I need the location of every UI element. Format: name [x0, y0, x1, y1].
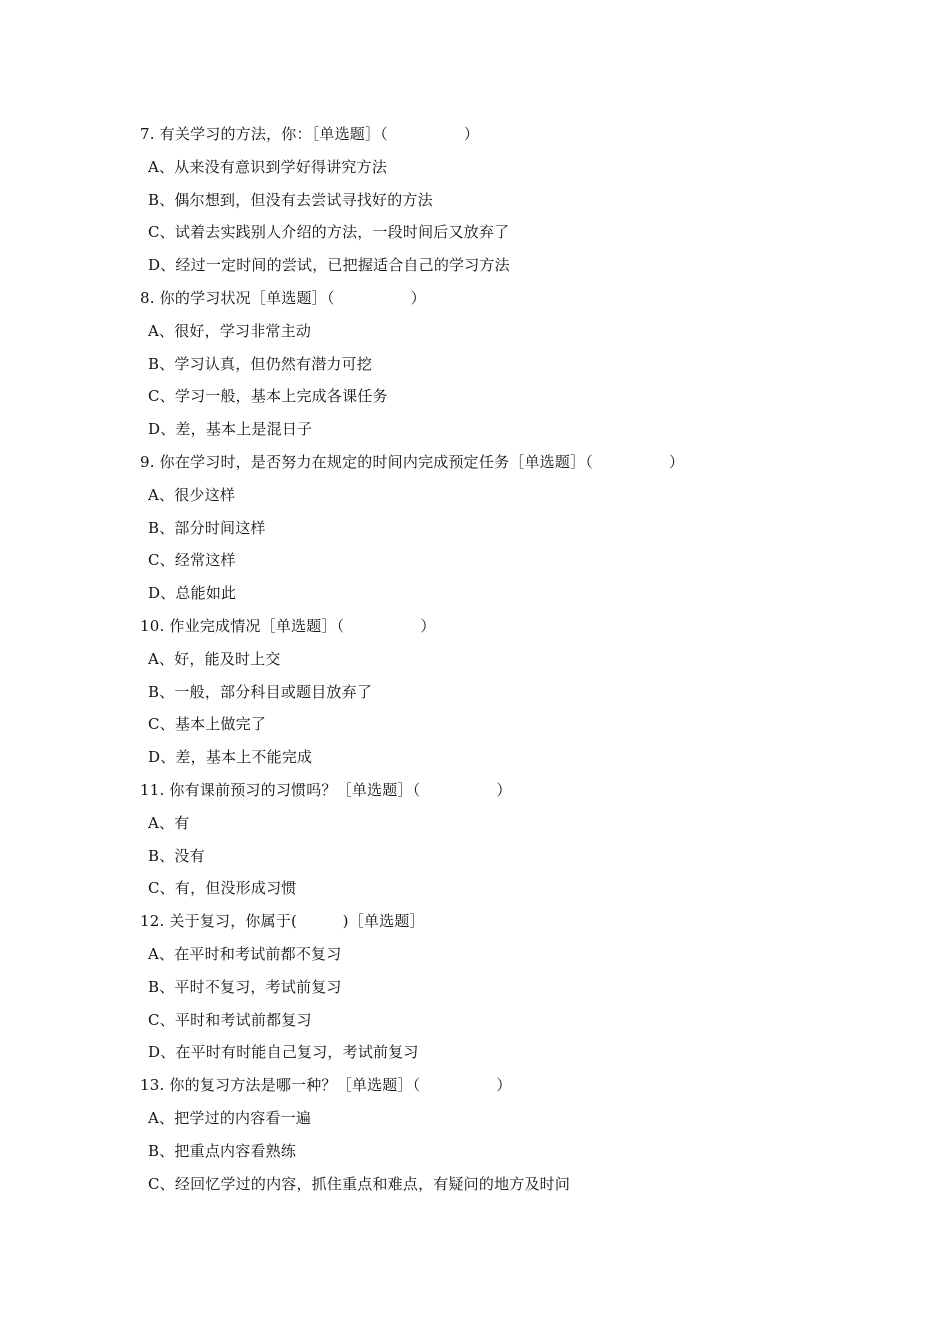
question-13-option-a: A、把学过的内容看一遍 — [148, 1108, 312, 1127]
question-9-option-c: C、经常这样 — [148, 551, 236, 570]
question-11: 11. 你有课前预习的习惯吗？［单选题］（ ） — [140, 780, 512, 799]
question-9-option-d: D、总能如此 — [148, 584, 237, 603]
question-12-option-b: B、平时不复习，考试前复习 — [148, 977, 342, 996]
question-9-option-b: B、部分时间这样 — [148, 518, 266, 537]
question-12-option-d: D、在平时有时能自己复习，考试前复习 — [148, 1043, 419, 1062]
question-10: 10. 作业完成情况［单选题］（ ） — [140, 616, 436, 635]
question-7-option-c: C、试着去实践别人介绍的方法，一段时间后又放弃了 — [148, 223, 510, 242]
question-12-option-c: C、平时和考试前都复习 — [148, 1010, 312, 1029]
questionnaire-content — [140, 118, 840, 1200]
question-11-option-a: A、有 — [148, 813, 190, 832]
question-11-option-b: B、没有 — [148, 846, 205, 865]
question-7-option-d: D、经过一定时间的尝试，已把握适合自己的学习方法 — [148, 256, 510, 275]
question-8-option-a: A、很好，学习非常主动 — [148, 321, 312, 340]
question-10-option-b: B、一般，部分科目或题目放弃了 — [148, 682, 373, 701]
question-8-option-d: D、差，基本上是混日子 — [148, 420, 313, 439]
question-10-option-c: C、基本上做完了 — [148, 715, 267, 734]
question-13-option-b: B、把重点内容看熟练 — [148, 1141, 297, 1160]
question-7: 7. 有关学习的方法，你：［单选题］（ ） — [140, 125, 480, 143]
question-11-option-c: C、有，但没形成习惯 — [148, 879, 297, 898]
question-9-option-a: A、很少这样 — [148, 485, 236, 504]
question-10-option-d: D、差，基本上不能完成 — [148, 748, 313, 767]
question-13-option-c: C、经回忆学过的内容，抓住重点和难点，有疑问的地方及时问 — [148, 1174, 571, 1193]
question-10-option-a: A、好，能及时上交 — [148, 649, 281, 668]
question-13: 13. 你的复习方法是哪一种？［单选题］（ ） — [140, 1076, 512, 1095]
question-8: 8. 你的学习状况［单选题］（ ） — [140, 288, 426, 307]
question-12: 12. 关于复习，你属于( )［单选题］ — [140, 912, 425, 931]
question-8-option-c: C、学习一般，基本上完成各课任务 — [148, 387, 388, 406]
question-8-option-b: B、学习认真，但仍然有潜力可挖 — [148, 354, 373, 373]
question-12-option-a: A、在平时和考试前都不复习 — [148, 944, 342, 963]
question-7-option-a: A、从来没有意识到学好得讲究方法 — [148, 157, 388, 176]
question-7-option-b: B、偶尔想到，但没有去尝试寻找好的方法 — [148, 190, 433, 209]
question-9: 9. 你在学习时，是否努力在规定的时间内完成预定任务［单选题］（ ） — [140, 452, 685, 471]
